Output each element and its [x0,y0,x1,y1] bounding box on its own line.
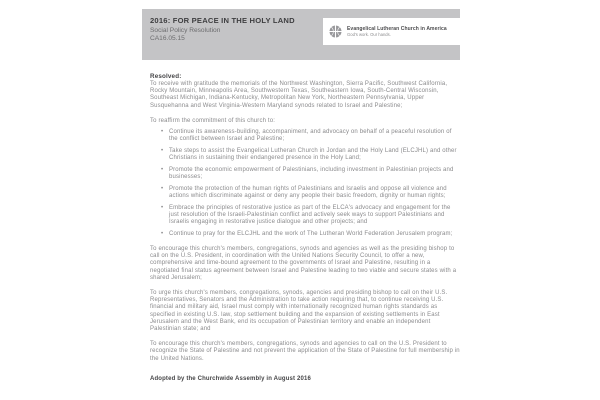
document-subtitle: Social Policy Resolution [150,26,221,34]
reaffirm-paragraph: To reaffirm the commitment of this church to: [150,117,276,124]
bullet-item: • Continue its awareness-building, accompaniment, and advocacy on behalf of a peaceful resolution of the conflict between Israel and Palestine; [169,129,460,143]
bullet-item: • Promote the protection of the human rights of Palestinians and Israelis and oppose all violence and actions which discriminate against or deny any people their basic freedom, dignity or human rights; [169,186,460,200]
elca-emblem-icon [329,25,342,38]
intro-paragraph: To receive with gratitude the memorials of the Northwest Washington, Sierra Pacific, Southwest California, Rocky Mountain, Minneapolis Area, Southwestern Texas, Southeastern Iowa, South-Central Wisconsin, Southeast Michigan, Indiana-Kentucky, Metropolitan New York, Northeastern Pennsylvania, Upper Susquehanna and West Virginia-Western Maryland synods related to Israel and Palestine; [150,81,448,109]
header-band [142,9,460,60]
bullet-item: • Promote the economic empowerment of Palestinians, including investment in Palestinian projects and businesses; [169,167,460,181]
bullet-item: • Continue to pray for the ELCJHL and the work of The Lutheran World Federation Jerusalem program; [169,231,460,238]
bullet-item: • Embrace the principles of restorative justice as part of the ELCA's advocacy and engagement for the just resolution of the Israeli-Palestinian conflict and actively seek ways to support Palestinians and Israelis engaging in restorative justice dialogue and other projects; and [169,205,460,227]
closing-paragraph: To encourage this church's members, congregations, synods and agencies as well as the presiding bishop to call on the U.S. President, in coordination with the United Nations Security Council, to offer a new, comprehensive and time-bound agreement to the governments of Israel and Palestine, resulting in a negotiated final status agreement between Israel and Palestine leading to two viable and secure states with a shared Jerusalem; [150,245,457,281]
closing-paragraph: To urge this church's members, congregations, synods, agencies and presiding bishop to call on their U.S. Representatives, Senators and the Administration to take action requiring that, to continue receiving U.S. financial and military aid, Israel must comply with internationally recognized human rights standards as specified in existing U.S. law, stop settlement building and the expansion of existing settlements in East Jerusalem and the West Bank, end its occupation of Palestinian territory and enable an independent Palestinian state; and [150,289,448,332]
document-code: CA16.05.15 [150,35,185,42]
elca-logo-box [323,18,460,45]
elca-tagline: God's work. Our hands. [347,32,391,37]
elca-logo-text [347,26,447,38]
closing-paragraph: To encourage this church's members, congregations, synods and agencies to call on the U.S. President to recognize the State of Palestine and not prevent the application of the State of Palestine for full membership in the United Nations. [150,341,460,362]
page-title: 2016: FOR PEACE IN THE HOLY LAND [150,16,295,25]
elca-org-name: Evangelical Lutheran Church in America [347,25,447,32]
document-body [150,73,460,383]
commitments-bullet-list [150,129,460,238]
adopted-footer-line: Adopted by the Churchwide Assembly in August 2016 [150,375,311,382]
resolved-heading: Resolved: [150,73,182,80]
bullet-item: • Take steps to assist the Evangelical Lutheran Church in Jordan and the Holy Land (ELCJHL) and other Christians in sustaining their endangered presence in the Holy Land; [169,148,460,162]
